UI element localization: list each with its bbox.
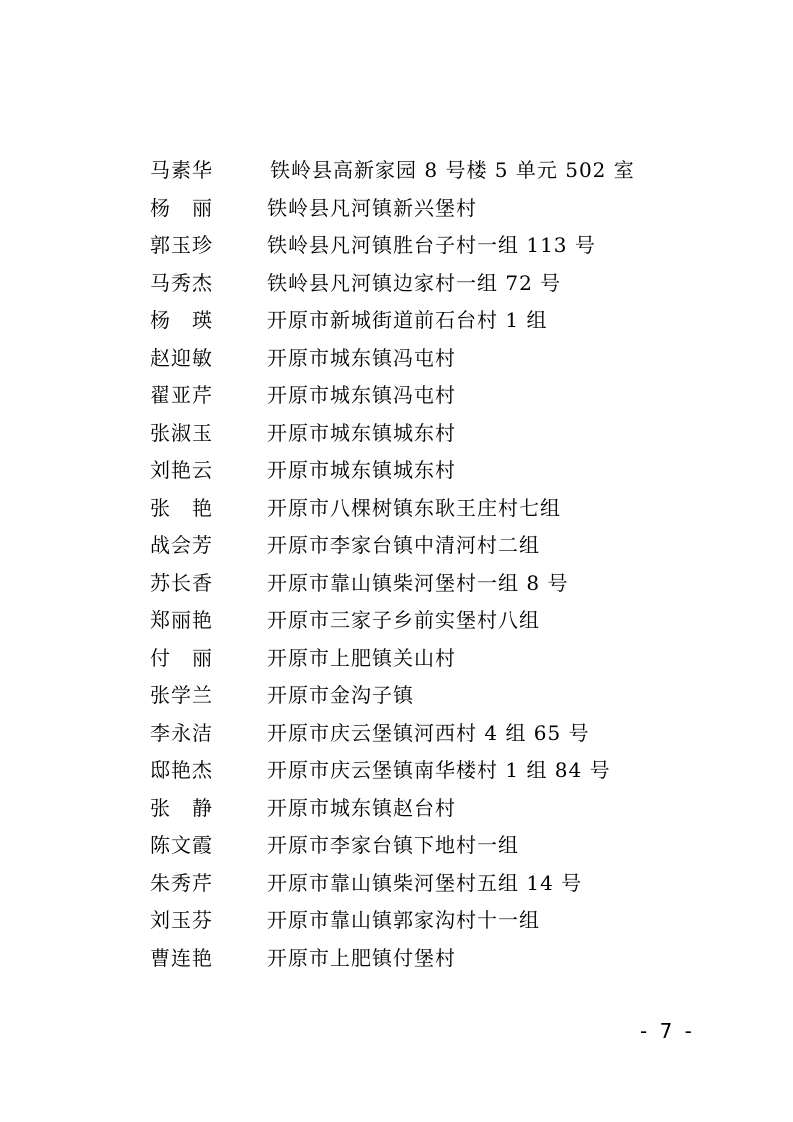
person-name: 赵迎敏 <box>150 345 213 370</box>
person-name: 郭玉珍 <box>150 233 213 257</box>
person-name: 张学兰 <box>150 683 213 707</box>
list-item <box>150 827 750 865</box>
person-name: 苏长香 <box>150 570 213 595</box>
person-name: 李永洁 <box>150 720 213 745</box>
list-item <box>150 865 750 903</box>
list-item <box>150 527 750 565</box>
person-name: 马素华 <box>150 158 213 182</box>
list-item <box>150 640 750 678</box>
person-name: 刘玉芬 <box>150 908 213 932</box>
person-name: 付 丽 <box>150 645 213 670</box>
list-item <box>150 190 750 228</box>
list-item <box>150 227 750 265</box>
person-name: 张淑玉 <box>150 420 213 445</box>
person-address: 铁岭县凡河镇新兴堡村 <box>267 195 477 220</box>
person-address: 开原市靠山镇柴河堡村五组 14 号 <box>267 870 583 895</box>
person-address: 开原市李家台镇中清河村二组 <box>267 533 540 557</box>
person-address: 开原市城东镇冯屯村 <box>267 383 456 407</box>
list-item <box>150 790 750 828</box>
page-number: - 7 - <box>640 1019 695 1043</box>
person-address: 开原市上肥镇付堡村 <box>267 945 456 970</box>
person-name: 郑丽艳 <box>150 608 213 632</box>
list-item <box>150 715 750 753</box>
person-address: 开原市新城街道前石台村 1 组 <box>267 308 548 332</box>
person-name: 刘艳云 <box>150 458 213 482</box>
person-name: 张 静 <box>150 795 213 820</box>
person-address: 开原市庆云堡镇南华楼村 1 组 84 号 <box>267 758 611 782</box>
list-item <box>150 152 750 190</box>
person-address: 开原市三家子乡前实堡村八组 <box>267 608 540 632</box>
list-item <box>150 677 750 715</box>
person-address: 开原市庆云堡镇河西村 4 组 65 号 <box>267 720 590 745</box>
list-item <box>150 565 750 603</box>
name-address-list <box>150 152 750 977</box>
list-item <box>150 265 750 303</box>
person-name: 战会芳 <box>150 533 213 557</box>
list-item <box>150 902 750 940</box>
person-address: 铁岭县凡河镇边家村一组 72 号 <box>267 270 562 295</box>
person-address: 开原市靠山镇柴河堡村一组 8 号 <box>267 570 569 595</box>
person-address: 开原市八棵树镇东耿王庄村七组 <box>267 495 561 520</box>
list-item <box>150 340 750 378</box>
list-item <box>150 490 750 528</box>
person-name: 陈文霞 <box>150 833 213 857</box>
person-name: 杨 丽 <box>150 195 213 220</box>
person-name: 张 艳 <box>150 495 213 520</box>
person-name: 朱秀芹 <box>150 870 213 895</box>
list-item <box>150 940 750 978</box>
list-item <box>150 602 750 640</box>
list-item <box>150 377 750 415</box>
person-address: 开原市城东镇冯屯村 <box>267 345 456 370</box>
person-address: 开原市金沟子镇 <box>267 683 414 707</box>
person-name: 翟亚芹 <box>150 383 213 407</box>
person-address: 开原市上肥镇关山村 <box>267 645 456 670</box>
list-item <box>150 752 750 790</box>
person-address: 铁岭县凡河镇胜台子村一组 113 号 <box>267 233 596 257</box>
person-address: 开原市城东镇赵台村 <box>267 795 456 820</box>
list-item <box>150 302 750 340</box>
person-address: 开原市李家台镇下地村一组 <box>267 833 519 857</box>
person-name: 马秀杰 <box>150 270 213 295</box>
person-address: 开原市城东镇城东村 <box>267 420 456 445</box>
person-name: 杨 瑛 <box>150 308 213 332</box>
person-name: 邸艳杰 <box>150 758 213 782</box>
person-address: 开原市城东镇城东村 <box>267 458 456 482</box>
person-name: 曹连艳 <box>150 945 213 970</box>
list-item <box>150 452 750 490</box>
list-item <box>150 415 750 453</box>
person-address: 开原市靠山镇郭家沟村十一组 <box>267 908 540 932</box>
person-address: 铁岭县高新家园 8 号楼 5 单元 502 室 <box>270 158 635 182</box>
